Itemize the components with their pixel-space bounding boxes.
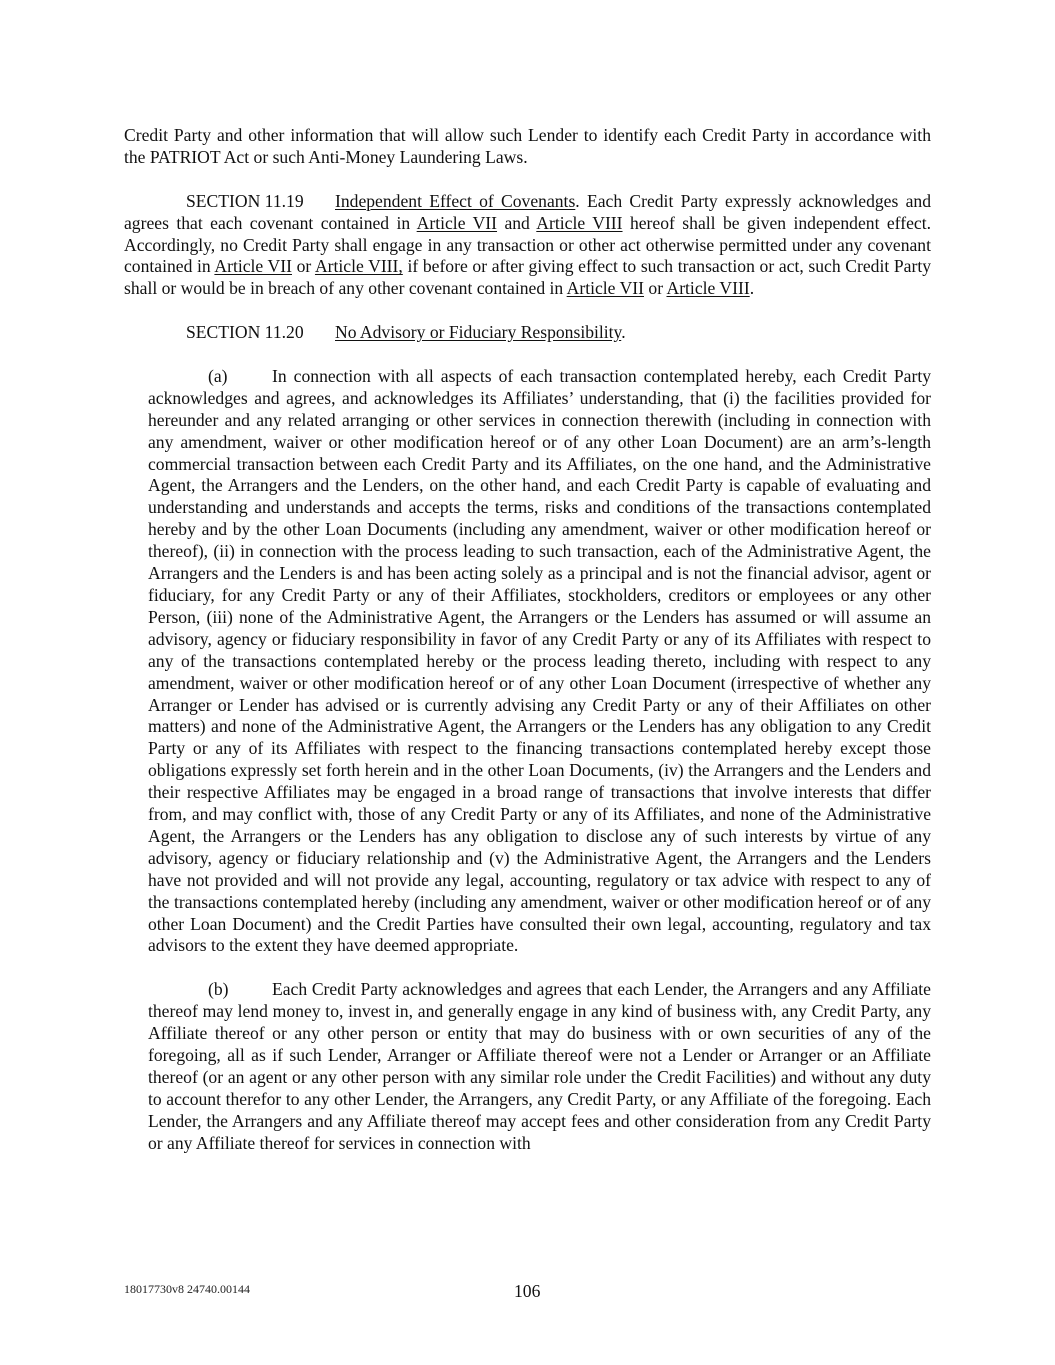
section-11-20-title: No Advisory or Fiduciary Responsibility bbox=[335, 322, 622, 343]
article-vii-reference: Article VII bbox=[214, 256, 292, 277]
document-body bbox=[124, 125, 931, 1176]
section-11-19-text-1: . Each Credit Party expressly acknowledges and agrees that each covenant contained in bbox=[124, 190, 931, 233]
section-11-20-clause-b bbox=[148, 979, 931, 1154]
clause-a-label: (a) bbox=[208, 365, 228, 386]
section-11-20-clause-a bbox=[148, 366, 931, 957]
clause-b-text: Each Credit Party acknowledges and agrees that each Lender, the Arrangers and any Affiliate thereof may lend money to, invest in, and generally engage in any kind of business with, any Credit Party, any Affiliate thereof or any other person or entity that may do business with or own securities of any of the foregoing, all as if such Lender, Arranger or Affiliate thereof were not a Lender or Arranger or an Affiliate thereof (or an agent or any other person with any similar role under the Credit Facilities) and without any duty to account therefor to any other Lender, the Arrangers, any Credit Party, or any Affiliate of the foregoing. Each Lender, the Arrangers and any Affiliate thereof may accept fees and other consideration from any Credit Party or any Affiliate thereof for services in connection with bbox=[148, 979, 931, 1153]
article-viii-reference: Article VIII, bbox=[314, 256, 403, 277]
period: . bbox=[621, 322, 626, 343]
section-11-19-text-2: hereof shall be given independent effect. Accordingly, no Credit Party shall engage in any transaction or other act otherwise permitted under any covenant contained in bbox=[124, 212, 931, 277]
clause-a-text: In connection with all aspects of each transaction contemplated hereby, each Credit Party acknowledges and agrees, and acknowledges its Affiliates’ understanding, that (i) the facilities provided for hereunder and any related arranging or other services in connection therewith (including in connection with any amendment, waiver or other modification hereof or of any other Loan Document) are an arm’s-length commercial transaction between each Credit Party and its Affiliates, on the one hand, and the Administrative Agent, the Arrangers and the Lenders, on the other hand, and each Credit Party is capable of evaluating and understanding and understands and accepts the terms, risks and conditions of the transactions contemplated hereby and by the other Loan Documents (including any amendment, waiver or other modification hereof or thereof), (ii) in connection with the process leading to such transaction, each of the Administrative Agent, the Arrangers and the Lenders is and has been acting solely as a principal and is not the financial advisor, agent or fiduciary, for any Credit Party or any of their Affiliates, stockholders, creditors or employees or any other Person, (iii) none of the Administrative Agent, the Arrangers or the Lenders has assumed or will assume an advisory, agency or fiduciary responsibility in favor of any Credit Party or any of its Affiliates with respect to any of the transactions contemplated hereby or the process leading thereto, including with respect to any amendment, waiver or other modification hereof or of any other Loan Document (irrespective of whether any Arranger or Lender has advised or is currently advising any Credit Party or any of their Affiliates on other matters) and none of the Administrative Agent, the Arrangers or the Lenders has any obligation to any Credit Party or any of its Affiliates with respect to the financing transactions contemplated hereby except those obligations expressly set forth herein and in the other Loan Documents, (iv) the Arrangers and the Lenders and their respective Affiliates may be engaged in a broad range of transactions that involve interests that differ from, and may conflict with, those of any Credit Party or any of its Affiliates, and none of the Administrative Agent, the Arrangers or the Lenders has any obligation to disclose any of such interests by virtue of any advisory, agency or fiduciary relationship and (v) the Administrative Agent, the Arrangers and the Lenders have not provided and will not provide any legal, accounting, regulatory or tax advice with respect to any of the transactions contemplated hereby (including any amendment, waiver or other modification hereof or of any other Loan Document) and the Credit Parties have consulted their own legal, accounting, regulatory and tax advisors to the extent they have deemed appropriate. bbox=[148, 365, 931, 956]
article-vii-reference: Article VII bbox=[416, 212, 498, 233]
section-11-19-title: Independent Effect of Covenants bbox=[335, 190, 576, 211]
section-11-19-number: SECTION 11.19 bbox=[186, 190, 304, 211]
footer-page-number: 106 bbox=[514, 1281, 541, 1301]
section-11-19-text-3: if before or after giving effect to such transaction or act, such Credit Party shall or would be in breach of any other covenant contained in bbox=[124, 256, 932, 299]
article-viii-reference: Article VIII bbox=[536, 212, 623, 233]
period: . bbox=[749, 278, 755, 299]
section-11-20-heading bbox=[124, 322, 931, 344]
conjunction: or bbox=[644, 278, 667, 299]
section-11-20-number: SECTION 11.20 bbox=[186, 322, 304, 343]
footer-document-id: 18017730v8 24740.00144 bbox=[124, 1282, 250, 1296]
intro-text: Credit Party and other information that will allow such Lender to identify each Credit Party in accordance with the PATRIOT Act or such Anti-Money Laundering Laws. bbox=[124, 125, 931, 167]
conjunction: and bbox=[497, 212, 537, 233]
article-vii-reference: Article VII bbox=[566, 278, 644, 299]
conjunction: or bbox=[291, 256, 315, 277]
intro-paragraph bbox=[124, 125, 931, 169]
section-11-19 bbox=[124, 191, 931, 301]
clause-b-label: (b) bbox=[208, 979, 229, 1000]
article-viii-reference: Article VIII bbox=[666, 278, 750, 299]
